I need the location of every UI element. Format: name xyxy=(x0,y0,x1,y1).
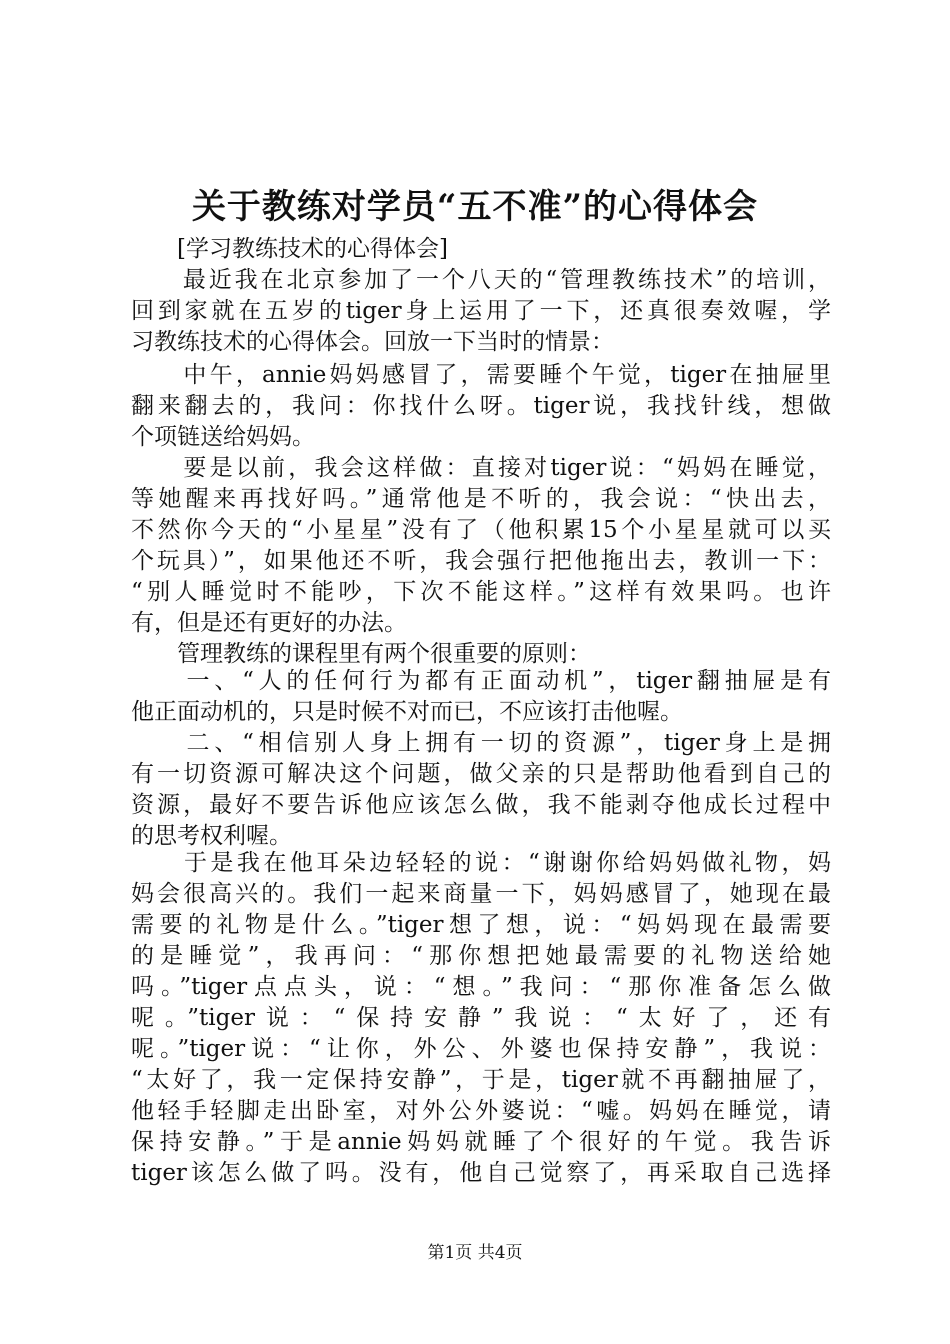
body-line: 个玩具）”，如果他还不听，我会强行把他拖出去，教训一下： xyxy=(131,548,831,574)
body-line: 于是我在他耳朵边轻轻的说：“谢谢你给妈妈做礼物，妈 xyxy=(131,850,831,876)
body-line: 最近我在北京参加了一个八天的“管理教练技术”的培训， xyxy=(131,267,831,293)
body-line: 他正面动机的，只是时候不对而已，不应该打击他喔。 xyxy=(131,699,683,725)
body-line: 需要的礼物是什么。”tiger想了想，说：“妈妈现在最需要 xyxy=(131,912,831,938)
body-line: tiger该怎么做了吗。没有，他自己觉察了，再采取自己选择 xyxy=(131,1160,831,1186)
body-line: 要是以前，我会这样做：直接对tiger说：“妈妈在睡觉， xyxy=(131,455,831,481)
body-line: “别人睡觉时不能吵，下次不能这样。”这样有效果吗。也许 xyxy=(131,579,831,605)
body-line: 呢。”tiger说：“保持安静”我说：“太好了，还有 xyxy=(131,1005,831,1031)
body-line: 有一切资源可解决这个问题，做父亲的只是帮助他看到自己的 xyxy=(131,761,831,787)
body-line: 他轻手轻脚走出卧室，对外公外婆说：“嘘。妈妈在睡觉，请 xyxy=(131,1098,831,1124)
body-line: 不然你今天的“小星星”没有了（他积累15个小星星就可以买 xyxy=(131,517,831,543)
body-line: 呢。”tiger说：“让你，外公、外婆也保持安静”，我说： xyxy=(131,1036,831,1062)
body-line: 资源，最好不要告诉他应该怎么做，我不能剥夺他成长过程中 xyxy=(131,792,831,818)
body-line: 习教练技术的心得体会。回放一下当时的情景： xyxy=(131,329,614,355)
document-title: 关于教练对学员“五不准”的心得体会 xyxy=(191,187,759,227)
body-line: 管理教练的课程里有两个很重要的原则： xyxy=(131,641,591,667)
page-number-footer: 第1页 共4页 xyxy=(427,1243,523,1263)
body-line: 的是睡觉”，我再问：“那你想把她最需要的礼物送给她 xyxy=(131,943,831,969)
body-line: 中午，annie妈妈感冒了，需要睡个午觉，tiger在抽屉里 xyxy=(131,362,831,388)
body-line: 等她醒来再找好吗。”通常他是不听的，我会说：“快出去， xyxy=(131,486,831,512)
body-line: 个项链送给妈妈。 xyxy=(131,424,315,450)
body-line: 保持安静。”于是annie妈妈就睡了个很好的午觉。我告诉 xyxy=(131,1129,831,1155)
body-line: [学习教练技术的心得体会] xyxy=(131,236,448,262)
body-line: 翻来翻去的，我问：你找什么呀。tiger说，我找针线，想做 xyxy=(131,393,831,419)
body-line: 一、“人的任何行为都有正面动机”，tiger翻抽屉是有 xyxy=(131,668,831,694)
body-line: 有，但是还有更好的办法。 xyxy=(131,610,407,636)
body-line: 吗。”tiger点点头，说：“想。”我问：“那你准备怎么做 xyxy=(131,974,831,1000)
body-line: 回到家就在五岁的tiger身上运用了一下，还真很奏效喔，学 xyxy=(131,298,831,324)
body-line: 妈会很高兴的。我们一起来商量一下，妈妈感冒了，她现在最 xyxy=(131,881,831,907)
body-line: 的思考权利喔。 xyxy=(131,823,292,849)
body-line: “太好了，我一定保持安静”，于是，tiger就不再翻抽屉了， xyxy=(131,1067,831,1093)
body-line: 二、“相信别人身上拥有一切的资源”，tiger身上是拥 xyxy=(131,730,831,756)
